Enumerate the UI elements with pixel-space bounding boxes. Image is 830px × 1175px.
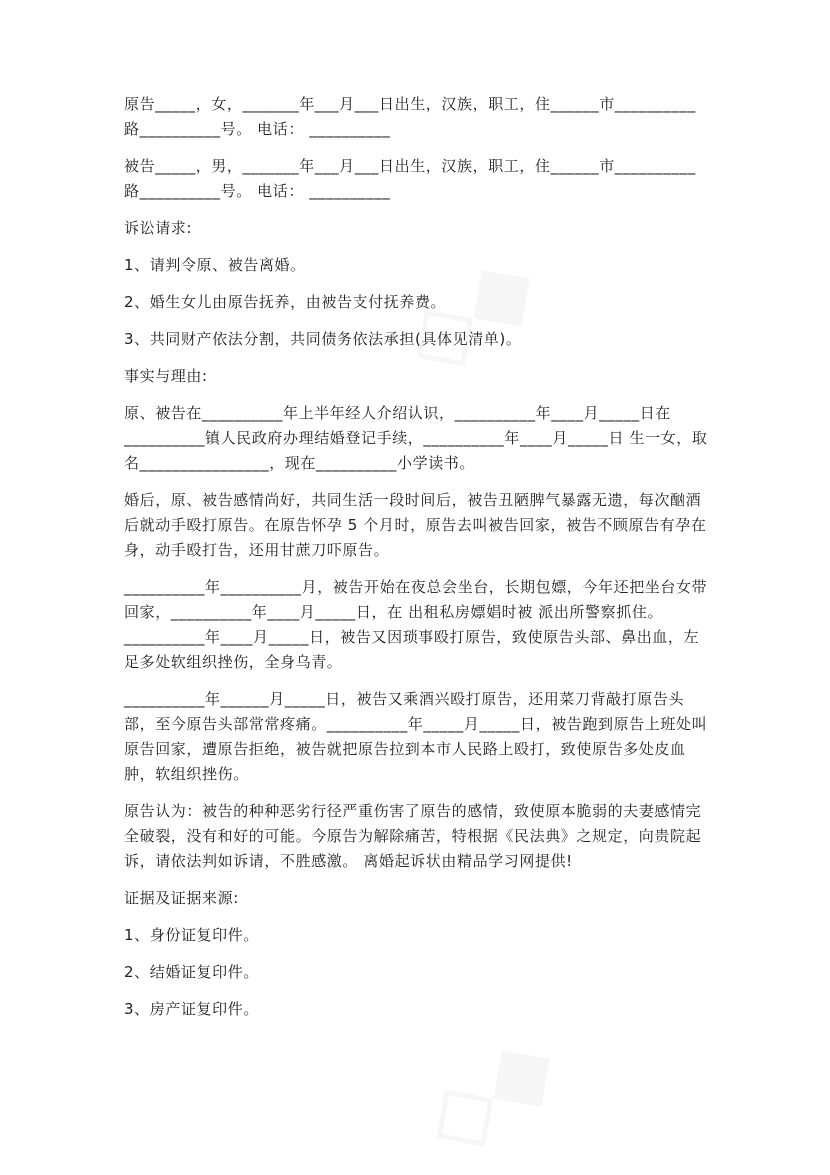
claim-item: 3、共同财产依法分割，共同债务依法承担(具体见清单)。 (124, 330, 522, 348)
evidence-item: 2、结婚证复印件。 (124, 963, 259, 981)
facts-paragraph: 原、被告在__________年上半年经人介绍认识，__________年____月_____日在__________镇人民政府办理结婚登记手续，__________年____月_____日 生一女，取名________________，现在__________小学读书。 (124, 404, 708, 472)
evidence-heading: 证据及证据来源: (124, 889, 239, 907)
claim-item: 1、请判令原、被告离婚。 (124, 256, 306, 274)
facts-heading: 事实与理由: (124, 367, 208, 385)
claims-heading: 诉讼请求: (124, 219, 193, 237)
defendant-info: 被告_____，男，_______年___月___日出生，汉族，职工，住______市__________路__________号。 电话： __________ (124, 157, 696, 200)
claim-item: 2、婚生女儿由原告抚养，由被告支付抚养费。 (124, 293, 447, 311)
facts-paragraph: 婚后，原、被告感情尚好，共同生活一段时间后，被告丑陋脾气暴露无遗，每次酗酒后就动手殴打原告。在原告怀孕 5 个月时，原告去叫被告回家，被告不顾原告有孕在身，动手殴打告，还用甘蔗刀吓原告。 (124, 491, 707, 559)
plaintiff-info: 原告_____，女，_______年___月___日出生，汉族，职工，住______市__________路__________号。 电话： __________ (124, 95, 696, 138)
watermark-logo (402, 1010, 576, 1175)
facts-paragraph: __________年______月_____日，被告又乘酒兴殴打原告，还用菜刀背敲打原告头部，至今原告头部常常疼痛。__________年_____月_____日，被告跑到原告上班处叫原告回家，遭原告拒绝，被告就把原告拉到本市人民路上殴打，致使原告多处皮血肿，软组织挫伤。 (124, 690, 708, 783)
document-body (124, 92, 709, 1034)
facts-paragraph: __________年__________月，被告开始在夜总会坐台，长期包嫖，今年还把坐台女带回家，__________年____月_____日，在 出租私房嫖娼时被 派出所警察抓住。__________年____月_____日，被告又因琐事殴打原告，致使原告头部、鼻出血，左足多处软组织挫伤，全身乌青。 (124, 578, 708, 671)
evidence-item: 1、身份证复印件。 (124, 926, 259, 944)
evidence-item: 3、房产证复印件。 (124, 1000, 259, 1018)
conclusion-paragraph: 原告认为：被告的种种恶劣行径严重伤害了原告的感情，致使原本脆弱的夫妻感情完全破裂，没有和好的可能。今原告为解除痛苦，特根据《民法典》之规定，向贵院起诉，请依法判如诉请，不胜感激。 离婚起诉状由精品学习网提供! (124, 802, 702, 870)
